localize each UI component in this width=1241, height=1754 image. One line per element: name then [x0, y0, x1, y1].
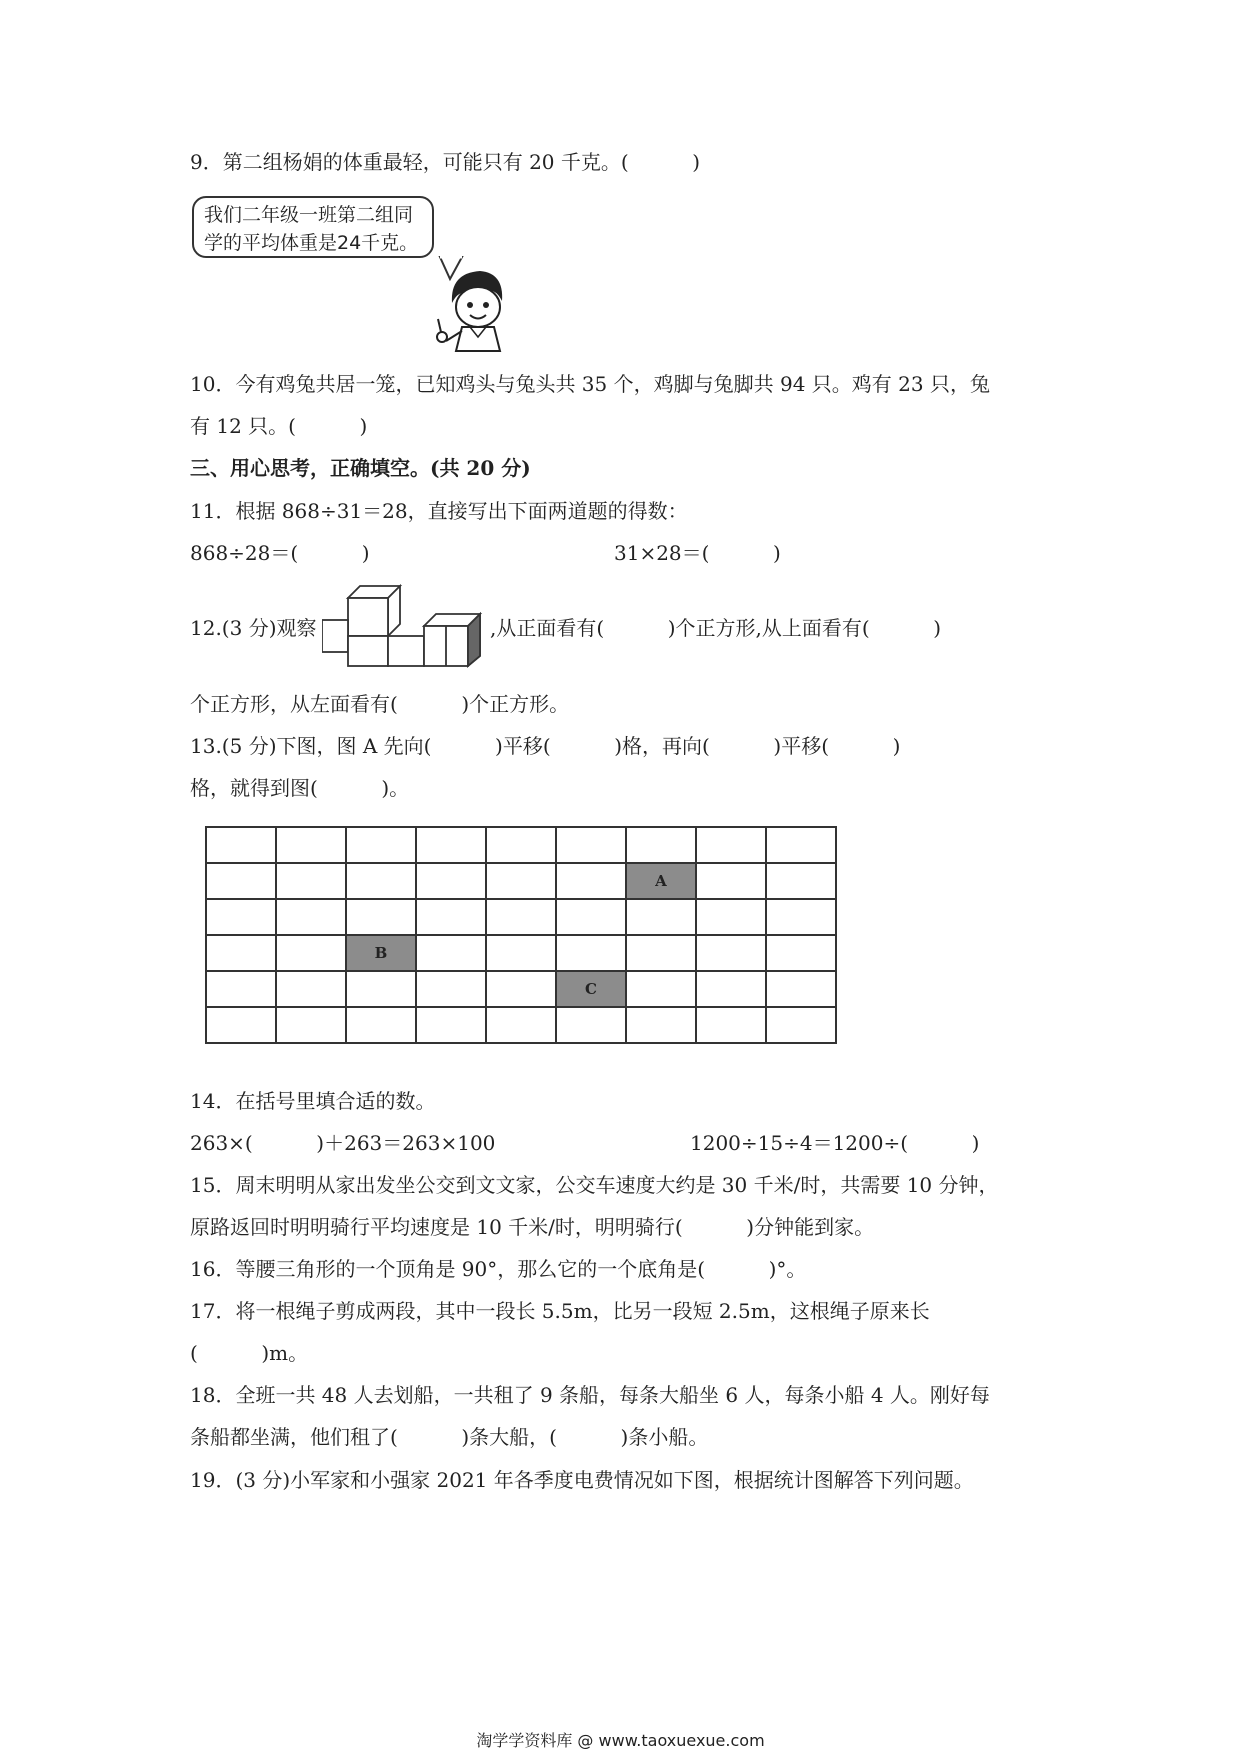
question-14: 14．在括号里填合适的数。	[190, 1089, 436, 1113]
boy-illustration	[400, 255, 510, 355]
question-18-line-2: 条船都坐满，他们租了( )条大船，( )条小船。	[190, 1425, 709, 1449]
footer-watermark: 淘学学资料库 @ www.taoxuexue.com	[476, 1731, 765, 1750]
grid-row	[206, 899, 836, 935]
translation-grid	[205, 826, 837, 1044]
cube-figure	[322, 582, 490, 668]
bubble-line-1: 我们二年级一班第二组同	[204, 204, 414, 226]
question-13-line-1: 13.(5 分)下图，图 A 先向( )平移( )格，再向( )平移( )	[190, 734, 901, 758]
grid-row	[206, 971, 836, 1007]
section-3-heading: 三、用心思考，正确填空。(共 20 分)	[190, 456, 531, 480]
question-11-a: 868÷28＝( )	[190, 541, 370, 565]
question-10-line-1: 10．今有鸡兔共居一笼，已知鸡头与兔头共 35 个，鸡脚与兔脚共 94 只。鸡有 23 只，兔	[190, 372, 990, 396]
speech-bubble	[192, 196, 434, 258]
question-17-line-1: 17．将一根绳子剪成两段，其中一段长 5.5m，比另一段短 2.5m，这根绳子原来长	[190, 1299, 930, 1323]
question-15-line-2: 原路返回时明明骑行平均速度是 10 千米/时，明明骑行( )分钟能到家。	[190, 1215, 875, 1239]
grid-row	[206, 863, 836, 899]
question-12-prefix: 12.(3 分)观察	[190, 616, 317, 640]
grid-row	[206, 935, 836, 971]
question-11: 11．根据 868÷31＝28，直接写出下面两道题的得数：	[190, 499, 688, 523]
bubble-line-2: 学的平均体重是24千克。	[204, 232, 419, 254]
question-19: 19．(3 分)小军家和小强家 2021 年各季度电费情况如下图，根据统计图解答下列问题。	[190, 1468, 974, 1492]
question-12-suffix: ,从正面看有( )个正方形,从上面看有( )	[490, 616, 942, 640]
question-12-line-2: 个正方形，从左面看有( )个正方形。	[190, 692, 570, 716]
question-11-b: 31×28＝( )	[614, 541, 781, 565]
shape-c: C	[556, 971, 626, 1007]
question-14-b: 1200÷15÷4＝1200÷( )	[690, 1131, 980, 1155]
question-15-line-1: 15．周末明明从家出发坐公交到文文家，公交车速度大约是 30 千米/时，共需要 10 分钟，	[190, 1173, 999, 1197]
question-10-line-2: 有 12 只。( )	[190, 414, 368, 438]
question-13-line-2: 格，就得到图( )。	[190, 776, 410, 800]
grid-row	[206, 827, 836, 863]
shape-b: B	[346, 935, 416, 971]
question-17-line-2: ( )m。	[190, 1341, 309, 1365]
question-14-a: 263×( )＋263＝263×100	[190, 1131, 496, 1155]
question-18-line-1: 18．全班一共 48 人去划船，一共租了 9 条船，每条大船坐 6 人，每条小船 4 人。刚好每	[190, 1383, 990, 1407]
question-16: 16．等腰三角形的一个顶角是 90°，那么它的一个底角是( )°。	[190, 1257, 807, 1281]
grid-row	[206, 1007, 836, 1043]
shape-a: A	[626, 863, 696, 899]
question-9: 9．第二组杨娟的体重最轻，可能只有 20 千克。( )	[190, 150, 701, 174]
